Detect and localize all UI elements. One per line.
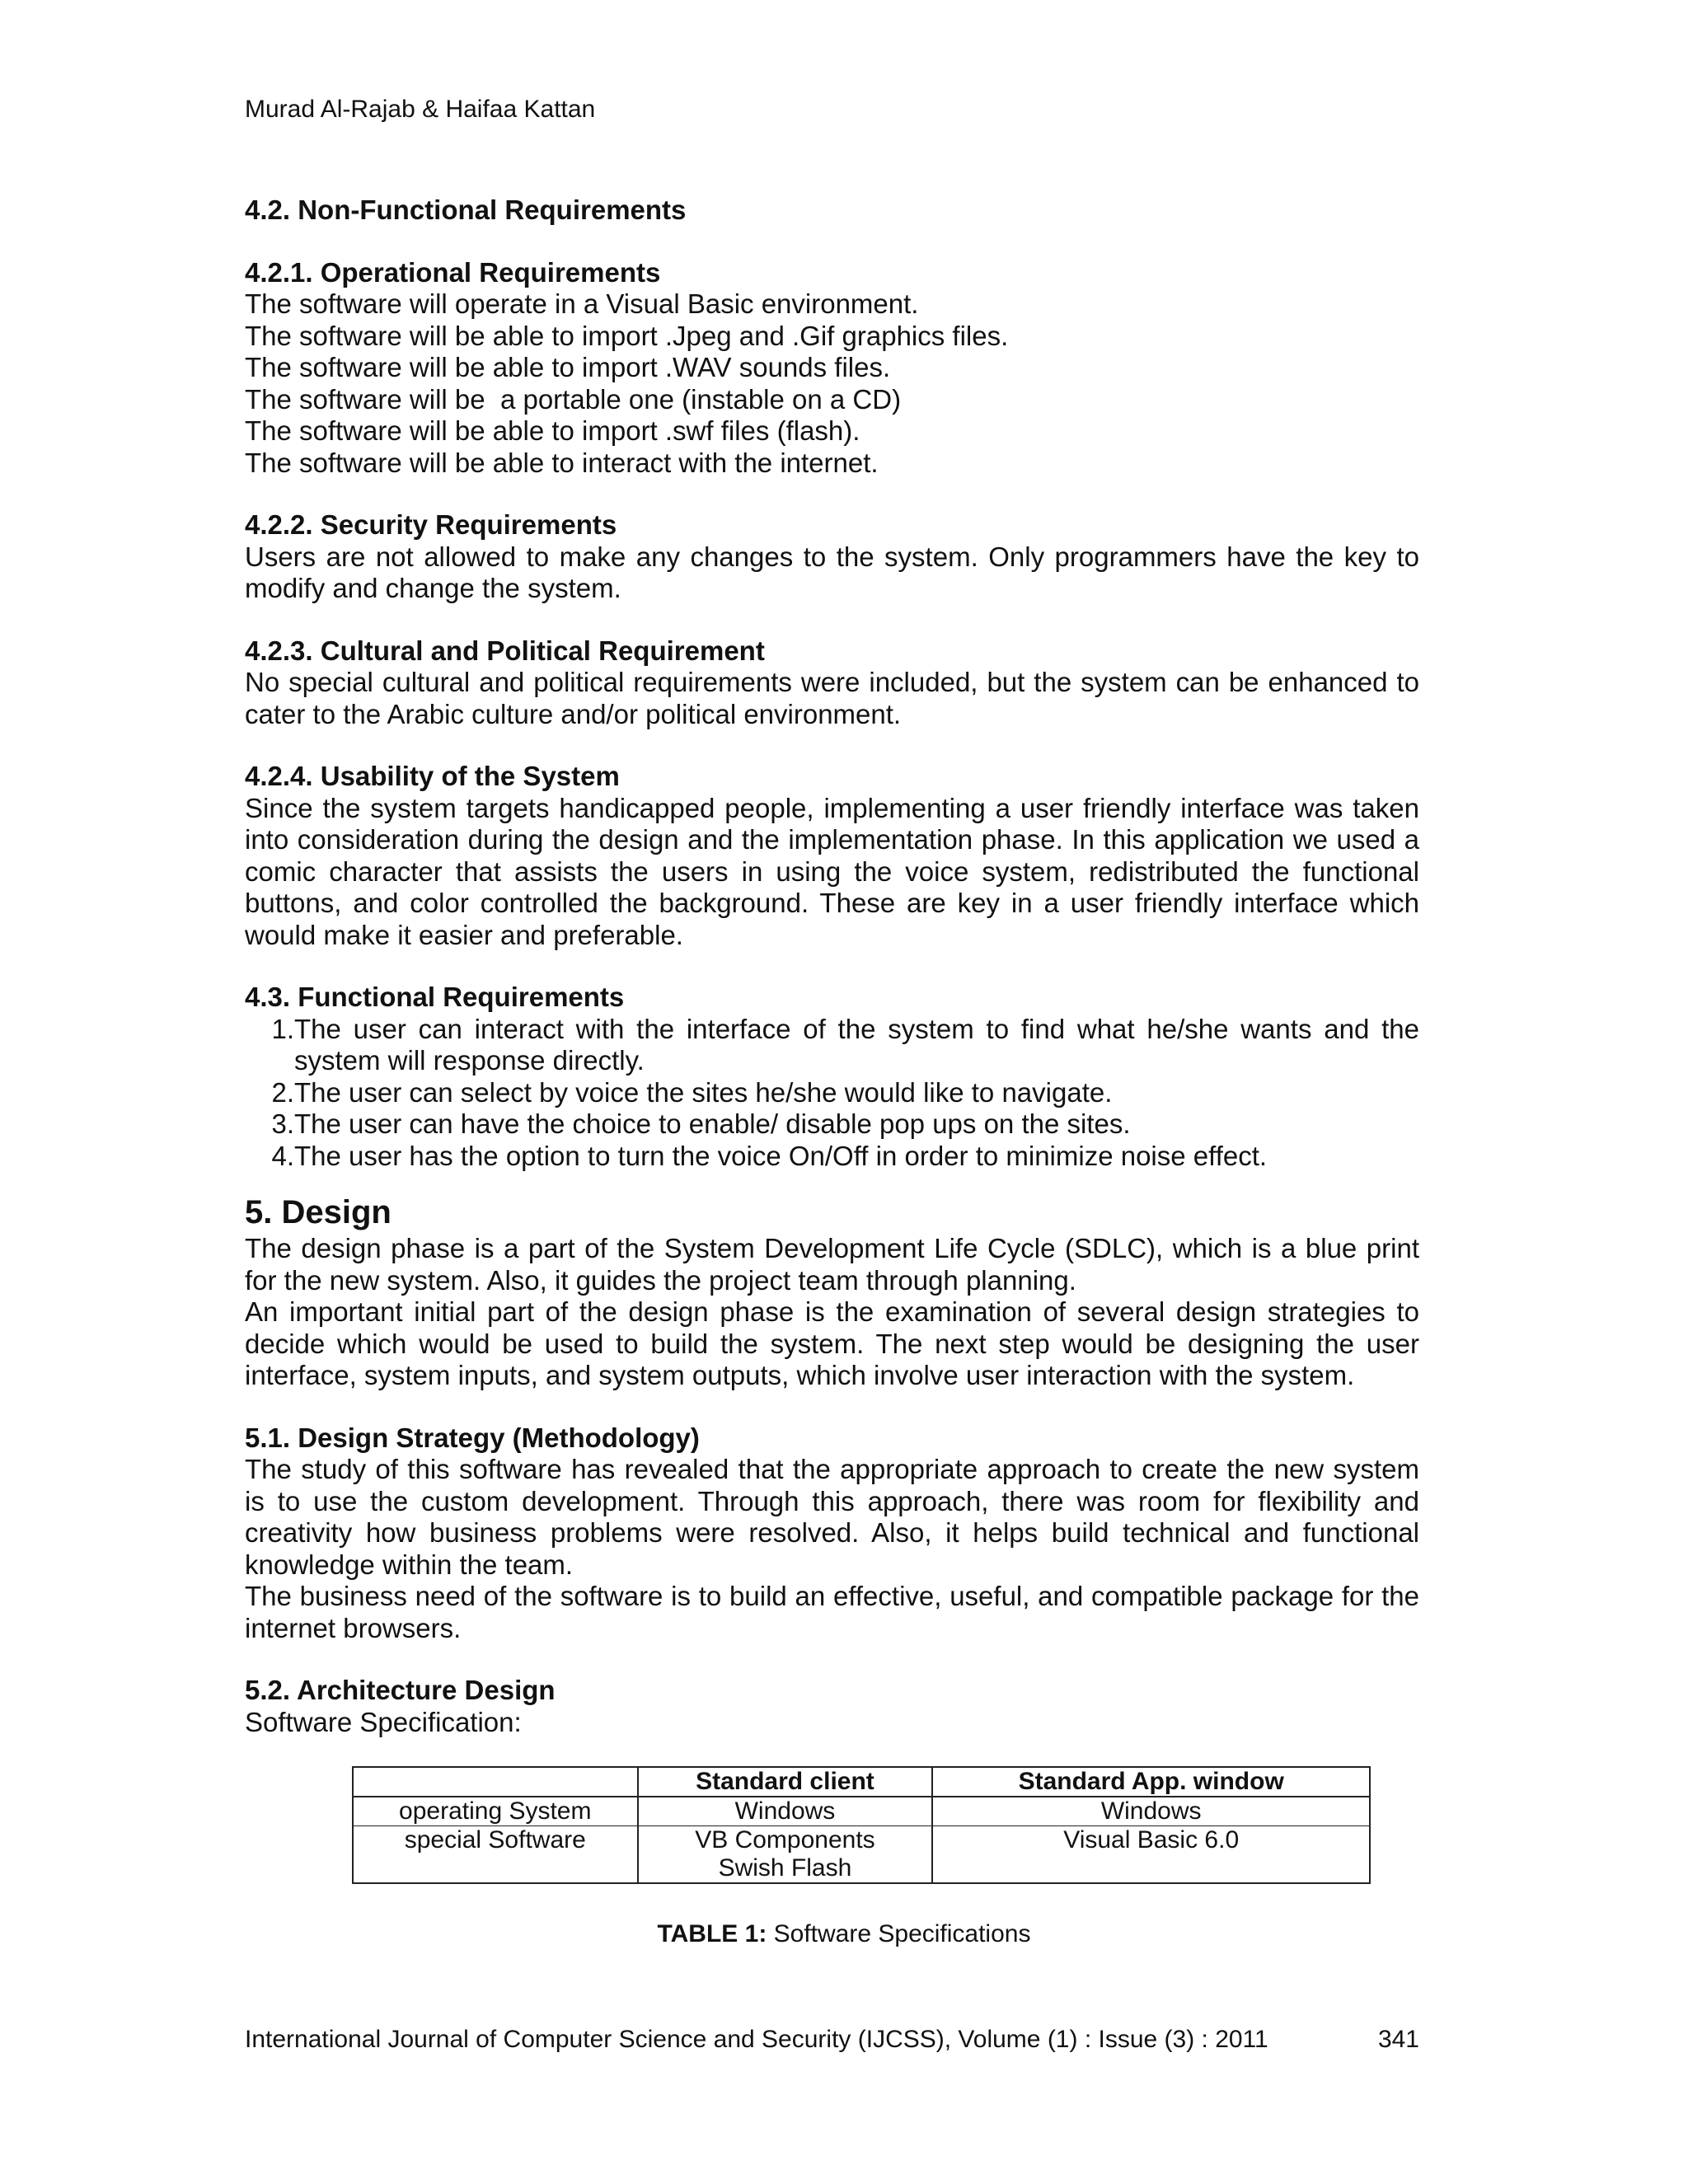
section-4-2-3-heading: 4.2.3. Cultural and Political Requirement xyxy=(245,635,765,666)
section-4-2-1-heading: 4.2.1. Operational Requirements xyxy=(245,256,661,288)
table-cell: VB Components Swish Flash xyxy=(638,1826,933,1884)
page-number: 341 xyxy=(1377,2026,1419,2053)
table-row xyxy=(353,1797,1370,1826)
table-cell: Windows xyxy=(932,1797,1370,1826)
caption-label: TABLE 1: xyxy=(657,1920,767,1947)
section-4-2-heading: 4.2. Non-Functional Requirements xyxy=(245,194,687,225)
table-cell: Visual Basic 6.0 xyxy=(932,1826,1370,1884)
operational-line: The software will be able to import .swf files (flash). xyxy=(245,415,860,446)
software-spec-table xyxy=(352,1766,1371,1884)
strategy-paragraph-1: The study of this software has revealed that the appropriate approach to create the new system is to use the custom development. Through this approach, there was room for flexibility and creativity how business problems were resolved. Also, it helps build technical and functional knowledge within the team. xyxy=(245,1454,1419,1580)
page-footer xyxy=(245,2026,1419,2054)
table-caption xyxy=(0,1920,1688,1948)
running-header: Murad Al-Rajab & Haifaa Kattan xyxy=(245,96,596,123)
table-header-cell xyxy=(353,1767,638,1797)
section-4-2-4-heading: 4.2.4. Usability of the System xyxy=(245,761,620,791)
list-item: 4. The user has the option to turn the voice On/Off in order to minimize noise effect. xyxy=(271,1140,1268,1171)
list-item: 1. The user can interact with the interface of the system to find what he/she wants and the system will response directly. xyxy=(271,1013,1419,1076)
journal-citation: International Journal of Computer Science and Security (IJCSS), Volume (1) : Issue (3) : 2011 xyxy=(245,2026,1268,2053)
section-4-2-2-heading: 4.2.2. Security Requirements xyxy=(245,509,617,540)
software-spec-label: Software Specification: xyxy=(245,1706,522,1737)
security-paragraph: Users are not allowed to make any changes to the system. Only programmers have the key to modify and change the system. xyxy=(245,541,1419,603)
design-paragraph-2: An important initial part of the design phase is the examination of several design strategies to decide which would be used to build the system. The next step would be designing the user interface, system inputs, and system outputs, which involve user interaction with the system. xyxy=(245,1296,1419,1390)
operational-line: The software will be able to interact with the internet. xyxy=(245,447,879,478)
strategy-paragraph-2: The business need of the software is to build an effective, useful, and compatible package for the internet browsers. xyxy=(245,1581,1419,1643)
cultural-paragraph: No special cultural and political requirements were included, but the system can be enhanced to cater to the Arabic culture and/or political environment. xyxy=(245,667,1419,729)
list-item: 3. The user can have the choice to enable/ disable pop ups on the sites. xyxy=(271,1108,1131,1139)
section-5-1-heading: 5.1. Design Strategy (Methodology) xyxy=(245,1422,700,1453)
table-header-cell: Standard App. window xyxy=(932,1767,1370,1797)
functional-requirements-list xyxy=(245,1014,1419,1173)
operational-line: The software will be able to import .WAV sounds files. xyxy=(245,352,891,382)
table-cell: special Software xyxy=(353,1826,638,1884)
section-5-2-heading: 5.2. Architecture Design xyxy=(245,1675,556,1705)
design-paragraph-1: The design phase is a part of the System Development Life Cycle (SDLC), which is a blue print for the new system. Also, it guides the project team through planning. xyxy=(245,1233,1419,1296)
table-cell: operating System xyxy=(353,1797,638,1826)
table-cell: Windows xyxy=(638,1797,933,1826)
caption-text: Software Specifications xyxy=(767,1920,1031,1947)
body-content xyxy=(245,194,1419,1738)
operational-line: The software will be a portable one (instable on a CD) xyxy=(245,383,902,415)
table-row xyxy=(353,1826,1370,1884)
list-item: 2. The user can select by voice the sites he/she would like to navigate. xyxy=(271,1076,1113,1108)
section-5-heading: 5. Design xyxy=(245,1194,392,1230)
operational-line: The software will operate in a Visual Basic environment. xyxy=(245,288,919,319)
table-header-row xyxy=(353,1767,1370,1797)
table-header-cell: Standard client xyxy=(638,1767,933,1797)
usability-paragraph: Since the system targets handicapped people, implementing a user friendly interface was taken into consideration during the design and the implementation phase. In this application we used a comic character that assists the users in using the voice system, redistributed the functional buttons, and color controlled the background. These are key in a user friendly interface which would make it easier and preferable. xyxy=(245,792,1419,950)
section-4-3-heading: 4.3. Functional Requirements xyxy=(245,982,625,1012)
operational-line: The software will be able to import .Jpeg and .Gif graphics files. xyxy=(245,320,1009,351)
